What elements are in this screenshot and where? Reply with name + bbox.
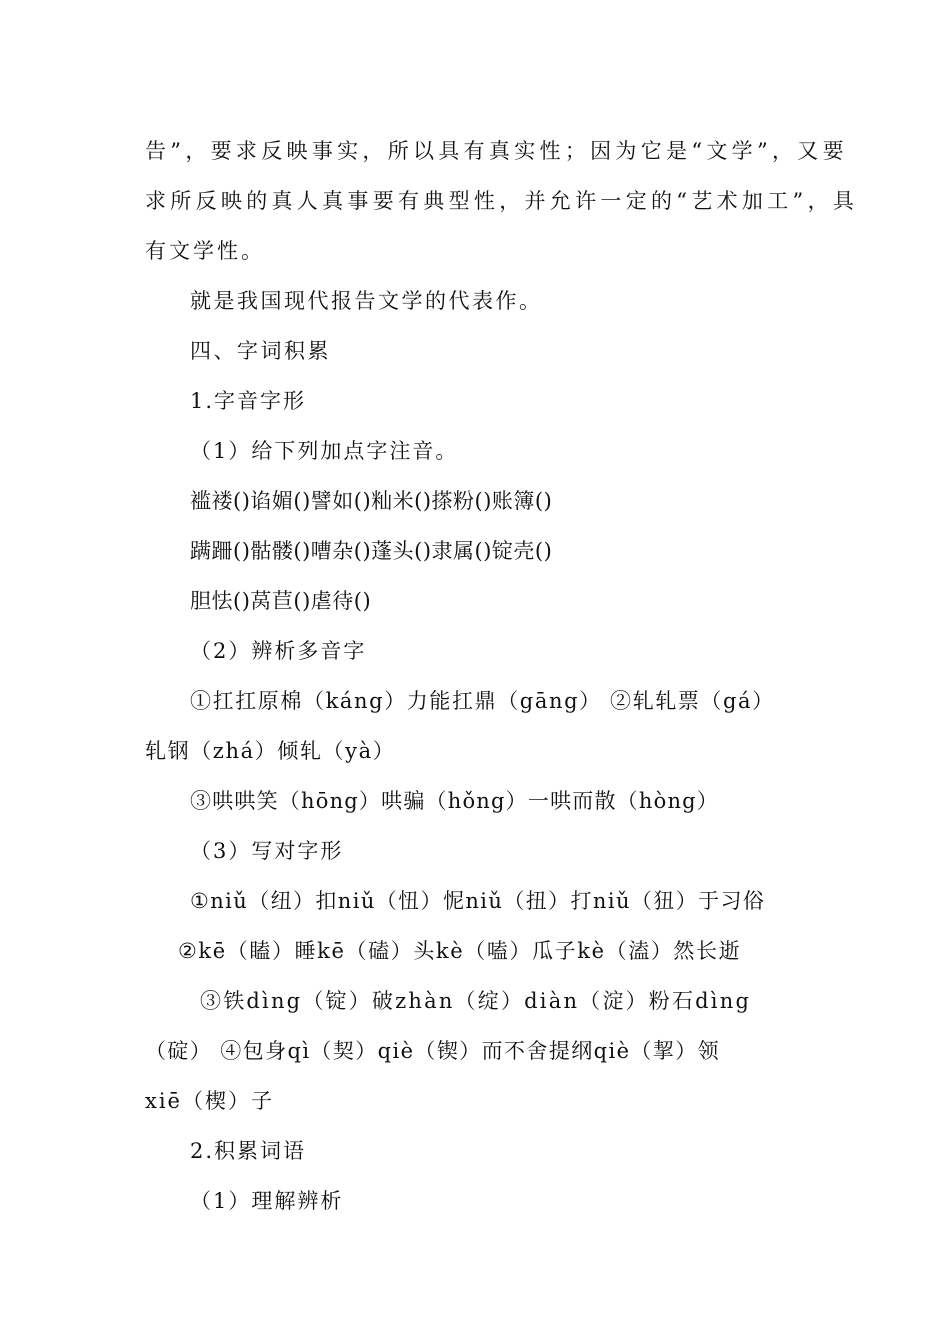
exercise-line: ①扛扛原棉（káng）力能扛鼎（gāng） ②轧轧票（gá） [190, 689, 775, 713]
exercise-heading: （2）辨析多音字 [190, 639, 367, 663]
exercise-line: ①niǔ（纽）扣niǔ（忸）怩niǔ（扭）打niǔ（狃）于习俗 [190, 889, 766, 913]
exercise-line: xiē（楔）子 [145, 1089, 274, 1113]
exercise-line: ③哄哄笑（hōng）哄骗（hǒng）一哄而散（hòng） [190, 789, 720, 813]
paragraph-line: 告”，要求反映事实，所以具有真实性；因为它是“文学”，又要 [145, 139, 848, 163]
exercise-line: （碇） ④包身qì（契）qiè（锲）而不舍提纲qiè（挈）领 [145, 1039, 721, 1063]
exercise-line: 轧钢（zhá）倾轧（yà） [145, 739, 396, 763]
subsection-heading: 2.积累词语 [190, 1139, 307, 1163]
exercise-line: 蹒跚()骷髅()嘈杂()蓬头()隶属()锭壳() [190, 539, 553, 563]
subsection-heading: 1.字音字形 [190, 389, 307, 413]
exercise-heading: （3）写对字形 [190, 839, 344, 863]
section-heading: 四、字词积累 [190, 339, 331, 363]
paragraph-line: 有文学性。 [145, 239, 265, 263]
exercise-line: ②kē（瞌）睡kē（磕）头kè（嗑）瓜子kè（溘）然长逝 [178, 939, 742, 963]
paragraph-line: 求所反映的真人真事要有典型性，并允许一定的“艺术加工”，具 [145, 189, 859, 213]
paragraph-line: 就是我国现代报告文学的代表作。 [190, 289, 543, 313]
exercise-heading: （1）理解辨析 [190, 1189, 344, 1213]
exercise-line: 胆怯()莴苣()虐待() [190, 589, 372, 613]
exercise-line: 褴褛()谄媚()譬如()籼米()搽粉()账簿() [190, 489, 553, 513]
exercise-line: ③铁dìng（锭）破zhàn（绽）diàn（淀）粉石dìng [200, 989, 752, 1013]
exercise-heading: （1）给下列加点字注音。 [190, 439, 459, 463]
